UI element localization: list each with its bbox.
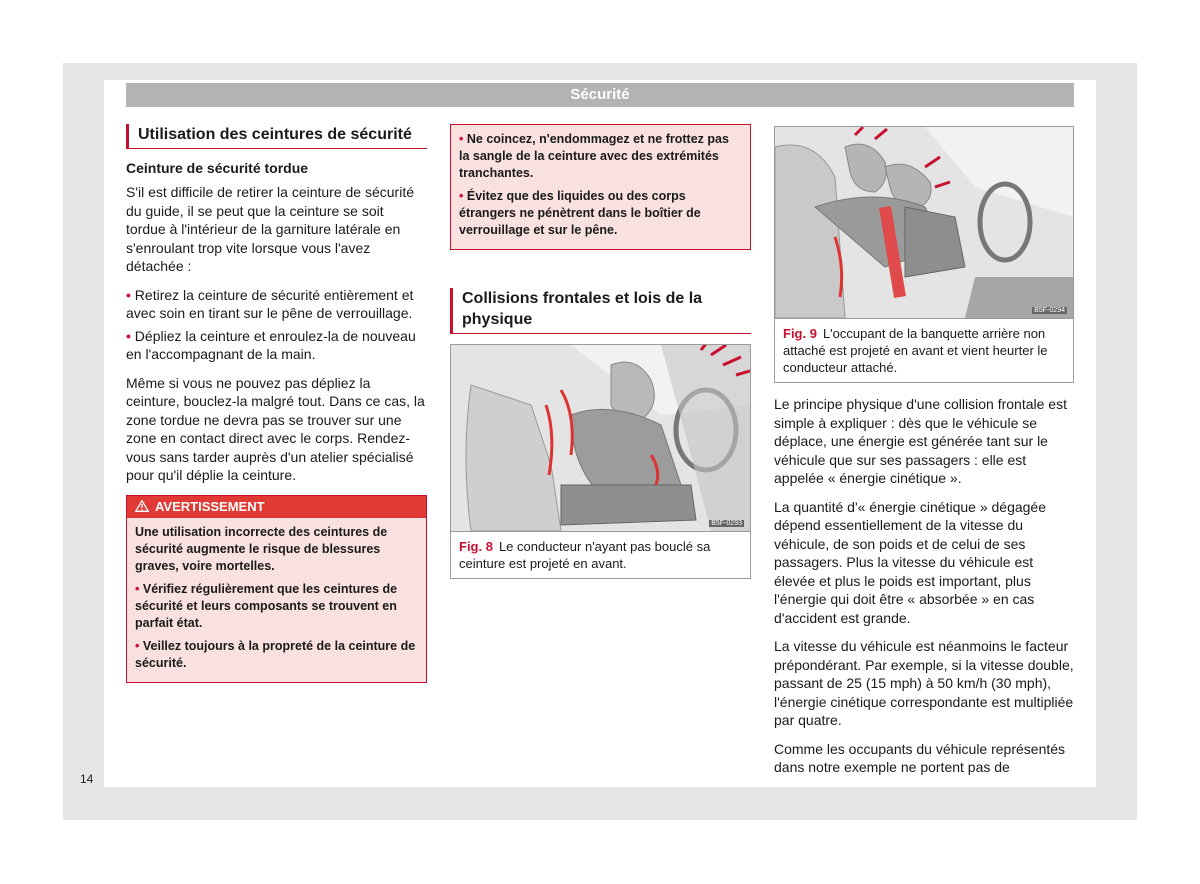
warning-item-text: Vérifiez régulièrement que les ceintures de sécurité et leurs composants se trouvent en parfait état. <box>135 581 398 630</box>
chapter-header: Sécurité <box>126 83 1074 107</box>
warning-intro: Une utilisation incorrecte des ceintures de sécurité augmente le risque de blessures graves, voire mortelles. <box>135 524 388 573</box>
bullet-icon: • <box>459 189 464 203</box>
warning-item-text: Veillez toujours à la propreté de la ceinture de sécurité. <box>135 638 416 670</box>
paragraph: La quantité d'« énergie cinétique » dégagée dépend essentiellement de la vitesse du véhicule, de son poids et de celui de ses passagers. Plus la vitesse du véhicule est élevée et plus le poids est important, plus l'énergie qui doit être « absorbée » en cas d'accident est grande. <box>774 498 1047 626</box>
paragraph: Même si vous ne pouvez pas dépliez la ceinture, bouclez-la malgré tout. Dans ce cas, la zone tordue ne devra pas se trouver sur une zone en contact direct avec le corps. Rendez-vous sans tarder auprès d'un atelier spécialisé pour qu'il déplie la ceinture. <box>126 374 425 483</box>
bullet-icon: • <box>126 327 131 344</box>
list-item <box>126 286 427 323</box>
warning-box <box>126 495 427 683</box>
figure-8 <box>450 344 751 579</box>
figure-label: Fig. 8 <box>459 539 493 554</box>
warning-item-text: Évitez que des liquides ou des corps étrangers ne pénètrent dans le boîtier de verrouillage et sur le pêne. <box>459 189 701 237</box>
bullet-icon: • <box>459 132 464 146</box>
warning-triangle-icon <box>135 500 149 512</box>
column-left <box>126 124 427 683</box>
column-right <box>774 124 1074 787</box>
figure-caption-text: Le conducteur n'ayant pas bouclé sa ceinture est projeté en avant. <box>459 539 711 571</box>
figure-image <box>775 127 1073 318</box>
driver-crash-illustration <box>451 345 750 531</box>
figure-label: Fig. 9 <box>783 326 817 341</box>
list-item-text: Retirez la ceinture de sécurité entièrement et avec soin en tirant sur le pêne de verrouillage. <box>126 286 414 321</box>
paragraph: Le principe physique d'une collision frontale est simple à expliquer : dès que le véhicule se déplace, une énergie est générée tant sur le véhicule que sur ses passagers : elle est appelée « énergie cinétique ». <box>774 396 1067 486</box>
figure-9 <box>774 126 1074 383</box>
warning-label: AVERTISSEMENT <box>155 498 265 514</box>
list-item-text: Dépliez la ceinture et enroulez-la de nouveau en l'accompagnant de la main. <box>126 327 416 362</box>
paragraph: La vitesse du véhicule est néanmoins le facteur prépondérant. Par exemple, si la vitesse double, passant de 25 (15 mph) à 50 km/h (30 mph), l'énergie cinétique correspondante est multipliée par quatre. <box>774 638 1074 728</box>
figure-caption-text: L'occupant de la banquette arrière non attaché est projeté en avant et vient heurter le conducteur attaché. <box>783 326 1048 375</box>
figure-caption <box>451 531 750 578</box>
warning-item <box>135 638 418 672</box>
warning-item <box>135 581 418 632</box>
bullet-icon: • <box>135 638 140 653</box>
warning-header <box>127 496 426 518</box>
warning-item <box>459 188 742 239</box>
warning-item-text: Ne coincez, n'endommagez et ne frottez pas la sangle de la ceinture avec des extrémités tranchantes. <box>459 132 729 180</box>
warning-body <box>127 518 426 682</box>
figure-code: B5F-0293 <box>711 520 742 527</box>
bullet-icon: • <box>126 286 131 303</box>
paragraph: Comme les occupants du véhicule représentés dans notre exemple ne portent pas de <box>774 740 1066 775</box>
section-title: Collisions frontales et lois de la physique <box>450 288 751 334</box>
bullet-icon: • <box>135 581 140 596</box>
subheading: Ceinture de sécurité tordue <box>126 160 309 176</box>
figure-image <box>451 345 750 531</box>
list-item <box>126 327 427 364</box>
warning-item <box>459 131 742 182</box>
paragraph: S'il est difficile de retirer la ceinture de sécurité du guide, il se peut que la ceinture se soit tordue à l'intérieur de la garniture latérale en s'enroulant trop vite lorsque vous l'avez détachée : <box>126 184 414 274</box>
warning-continuation-box <box>450 124 751 250</box>
column-middle <box>450 124 751 579</box>
section-title: Utilisation des ceintures de sécurité <box>126 124 427 149</box>
page-number: 14 <box>80 772 94 786</box>
figure-code: B5F-0294 <box>1034 307 1065 314</box>
rear-passenger-crash-illustration <box>775 127 1073 318</box>
figure-caption <box>775 318 1073 382</box>
